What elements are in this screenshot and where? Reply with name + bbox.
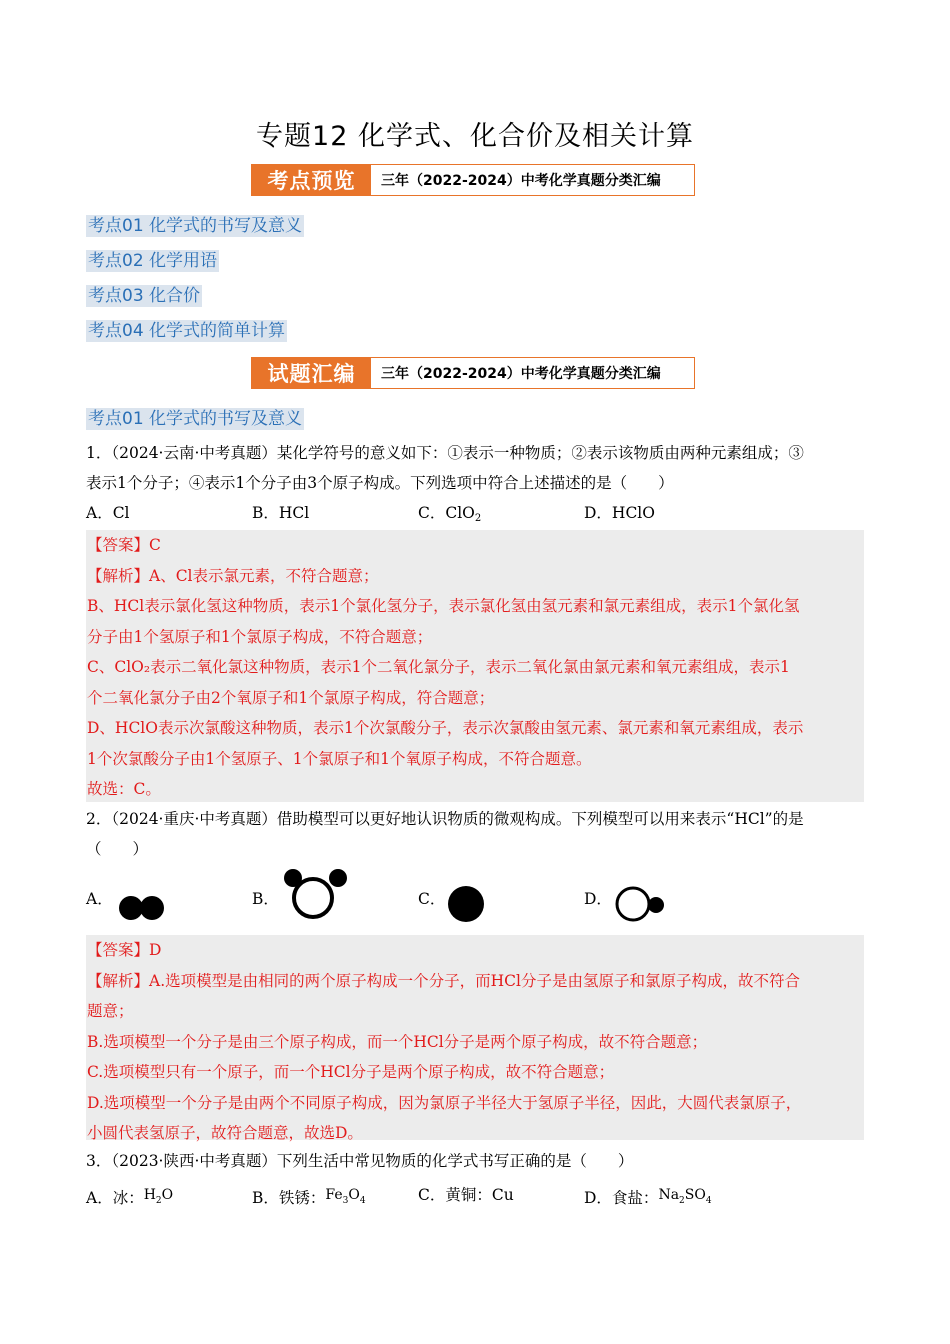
option-text: C．ClO (418, 504, 475, 522)
explanation-line: C、ClO₂表示二氧化氯这种物质，表示1个二氧化氯分子，表示二氧化氯由氯元素和氧元素组成，表示1 (87, 658, 790, 676)
subscript: 2 (474, 513, 482, 524)
q3-option-d (584, 1180, 712, 1216)
subscript: 4 (359, 1195, 366, 1206)
formula-part: O (348, 1187, 360, 1203)
option-label: D．食盐： (584, 1189, 659, 1207)
question-text: （ ） (86, 840, 149, 858)
q3-option-c: C．黄铜：Cu (418, 1186, 514, 1204)
formula-part: H (143, 1187, 156, 1203)
page-title: 专题12 化学式、化合价及相关计算 (256, 121, 694, 152)
subscript: 2 (679, 1195, 685, 1206)
option-label: B．铁锈： (252, 1189, 326, 1207)
explanation-line: 分子由1个氢原子和1个氯原子构成，不符合题意； (87, 627, 433, 646)
model-hcl-molecule (610, 884, 670, 926)
question-2 (86, 804, 866, 864)
q2-answer-box (86, 935, 864, 1140)
explanation-line: B、HCl表示氯化氢这种物质，表示1个氯化氢分子，表示氯化氢由氢元素和氯元素组成，表示1个氯化氢 (87, 597, 800, 615)
toc-item-1[interactable]: 考点01 化学式的书写及意义 (88, 216, 303, 236)
question-text: 1．（2024·云南·中考真题）某化学符号的意义如下：①表示一种物质；②表示该物质由两种元素组成；③ (86, 444, 804, 462)
formula (143, 1187, 174, 1206)
banner-subtitle: 三年（2022-2024）中考化学真题分类汇编 (381, 173, 661, 189)
q1-option-c (418, 498, 481, 534)
banner-preview (251, 164, 695, 196)
answer-text: 【答案】C (87, 536, 161, 554)
q2-option-c: C． (418, 890, 446, 908)
explanation-line: D、HClO表示次氯酸这种物质，表示1个次氯酸分子，表示次氯酸由氢元素、氯元素和氧元素组成，表示 (87, 719, 804, 737)
q1-option-a: A．Cl (86, 504, 130, 522)
explanation-line: 故选：C。 (87, 780, 161, 798)
section-heading: 考点01 化学式的书写及意义 (88, 409, 303, 429)
explanation-line: 题意； (87, 1002, 134, 1020)
model-three-atoms (280, 866, 354, 924)
explanation-line: 1个次氯酸分子由1个氢原子、1个氯原子和1个氧原子构成，不符合题意。 (87, 749, 592, 768)
explanation-line: 【解析】A.选项模型是由相同的两个原子构成一个分子，而HCl分子是由氢原子和氯原子构成，故不符合 (87, 971, 800, 990)
formula-part: Na (658, 1187, 680, 1203)
question-1 (86, 438, 866, 498)
question-text: 2．（2024·重庆·中考真题）借助模型可以更好地认识物质的微观构成。下列模型可以用来表示“HCl”的是 (86, 810, 804, 828)
option-label: A．冰： (86, 1189, 144, 1207)
subscript: 4 (705, 1195, 712, 1206)
question-text: 3．（2023·陕西·中考真题）下列生活中常见物质的化学式书写正确的是（ ） (86, 1152, 634, 1170)
formula (658, 1187, 712, 1206)
subscript: 3 (342, 1195, 349, 1206)
q1-option-d: D．HClO (584, 504, 655, 522)
q1-option-b: B．HCl (252, 504, 310, 522)
banner-exercises (251, 357, 695, 389)
model-single-atom (444, 884, 490, 926)
answer-text: 【答案】D (87, 941, 162, 959)
explanation-line: 小圆代表氢原子，故符合题意，故选D。 (87, 1124, 363, 1142)
banner-tag: 试题汇编 (252, 358, 371, 388)
q2-option-d: D． (584, 890, 612, 908)
formula-part: O (161, 1187, 174, 1203)
question-3 (86, 1146, 866, 1176)
toc-item-4[interactable]: 考点04 化学式的简单计算 (88, 321, 286, 341)
explanation-line: B.选项模型一个分子是由三个原子构成，而一个HCl分子是两个原子构成，故不符合题意； (87, 1032, 708, 1051)
banner-tag: 考点预览 (252, 165, 371, 195)
subscript: 2 (155, 1195, 162, 1206)
explanation-line: C.选项模型只有一个原子，而一个HCl分子是两个原子构成，故不符合题意； (87, 1063, 615, 1081)
formula-part: Fe (325, 1187, 343, 1203)
banner-subtitle: 三年（2022-2024）中考化学真题分类汇编 (381, 366, 661, 382)
question-text: 表示1个分子；④表示1个分子由3个原子构成。下列选项中符合上述描述的是（ ） (86, 474, 674, 492)
model-two-equal-atoms (112, 888, 174, 928)
explanation-line: D.选项模型一个分子是由两个不同原子构成，因为氯原子半径大于氢原子半径，因此，大圆代表氯原子， (87, 1093, 802, 1112)
q2-option-a: A． (86, 890, 113, 908)
q3-option-a (86, 1180, 173, 1216)
toc-item-3[interactable]: 考点03 化合价 (88, 286, 201, 306)
q1-answer-box (86, 530, 864, 802)
formula (325, 1187, 366, 1206)
q3-option-b (252, 1180, 366, 1216)
explanation-line: 个二氧化氯分子由2个氧原子和1个氯原子构成，符合题意； (87, 688, 495, 707)
explanation-line: 【解析】A、Cl表示氯元素，不符合题意； (87, 566, 379, 585)
formula-part: SO (684, 1187, 706, 1203)
toc-item-2[interactable]: 考点02 化学用语 (88, 251, 218, 271)
q2-option-b: B． (252, 890, 279, 908)
